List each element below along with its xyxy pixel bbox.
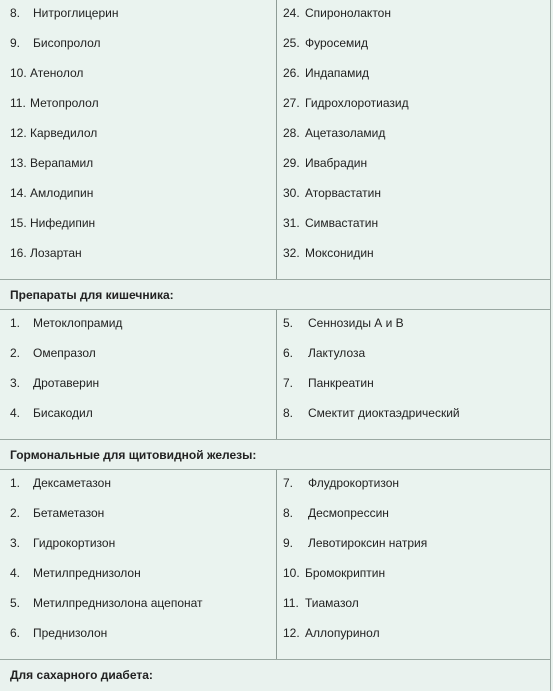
item-number: 8. — [10, 6, 21, 20]
item-number: 2. — [10, 346, 21, 360]
item-name: Спиронолактон — [305, 6, 391, 20]
item-number: 8. — [283, 406, 294, 420]
item-name: Нифедипин — [30, 216, 96, 230]
item-name: Лактулоза — [308, 346, 366, 360]
item-name: Бромокриптин — [305, 566, 386, 580]
item-number: 2. — [10, 506, 21, 520]
item-name: Нитроглицерин — [33, 6, 119, 20]
item-number: 32. — [283, 246, 300, 260]
item-number: 1. — [10, 476, 21, 490]
list-item — [277, 28, 550, 58]
item-name: Дротаверин — [33, 376, 100, 390]
item-number: 29. — [283, 156, 300, 170]
item-name: Дексаметазон — [33, 476, 111, 490]
list-item — [0, 618, 276, 648]
item-name: Гидрокортизон — [33, 536, 116, 550]
item-number: 6. — [283, 346, 294, 360]
item-number: 4. — [10, 566, 21, 580]
item-name: Атенолол — [30, 66, 84, 80]
item-number: 3. — [10, 376, 21, 390]
item-number: 6. — [10, 626, 21, 640]
item-name: Фуросемид — [305, 36, 368, 50]
item-name: Аторвастатин — [305, 186, 381, 200]
item-name: Сеннозиды А и В — [308, 316, 404, 330]
item-name: Аллопуринол — [305, 626, 380, 640]
item-name: Бисопролол — [33, 36, 101, 50]
list-item — [0, 0, 276, 28]
item-number: 12. — [283, 626, 300, 640]
item-number: 7. — [283, 476, 294, 490]
list-item — [0, 398, 276, 428]
item-number: 11. — [10, 96, 26, 110]
item-number: 13. — [10, 156, 27, 170]
item-name: Ивабрадин — [305, 156, 368, 170]
item-number: 9. — [10, 36, 21, 50]
section-title: Препараты для кишечника: — [0, 280, 551, 310]
item-number: 15. — [10, 216, 27, 230]
item-name: Бетаметазон — [33, 506, 105, 520]
item-name: Метоклопрамид — [33, 316, 123, 330]
list-item — [0, 148, 276, 178]
cardio-drugs-table — [0, 0, 551, 280]
item-name: Индапамид — [305, 66, 370, 80]
list-item — [277, 58, 550, 88]
item-number: 16. — [10, 246, 27, 260]
item-number: 14. — [10, 186, 27, 200]
item-number: 11. — [283, 596, 299, 610]
item-name: Десмопрессин — [308, 506, 389, 520]
item-number: 10. — [283, 566, 300, 580]
list-item — [277, 148, 550, 178]
item-name: Моксонидин — [305, 246, 374, 260]
item-name: Тиамазол — [305, 596, 359, 610]
item-name: Флудрокортизон — [308, 476, 400, 490]
list-item — [277, 308, 550, 338]
section-title: Гормональные для щитовидной железы: — [0, 440, 551, 470]
list-item — [0, 588, 276, 618]
item-name: Гидрохлоротиазид — [305, 96, 409, 110]
list-item — [0, 558, 276, 588]
item-name: Панкреатин — [308, 376, 374, 390]
item-number: 9. — [283, 536, 294, 550]
list-item — [277, 208, 550, 238]
item-name: Верапамил — [30, 156, 94, 170]
list-item — [0, 28, 276, 58]
list-item — [277, 588, 550, 618]
hormone-drugs-table — [0, 470, 551, 660]
item-number: 25. — [283, 36, 300, 50]
list-item — [277, 498, 550, 528]
list-item — [277, 398, 550, 428]
list-item — [277, 368, 550, 398]
list-item — [277, 618, 550, 648]
item-name: Метилпреднизолон — [33, 566, 141, 580]
item-name: Метопролол — [30, 96, 99, 110]
item-name: Бисакодил — [33, 406, 93, 420]
left-column — [0, 470, 277, 659]
list-item — [0, 368, 276, 398]
list-item — [277, 558, 550, 588]
item-number: 3. — [10, 536, 21, 550]
list-item — [277, 118, 550, 148]
item-name: Амлодипин — [30, 186, 94, 200]
list-item — [0, 88, 276, 118]
left-column — [0, 0, 277, 279]
item-name: Преднизолон — [33, 626, 108, 640]
list-item — [0, 178, 276, 208]
list-item — [0, 308, 276, 338]
item-number: 24. — [283, 6, 300, 20]
list-item — [277, 178, 550, 208]
item-number: 26. — [283, 66, 300, 80]
item-name: Карведилол — [30, 126, 98, 140]
list-item — [0, 208, 276, 238]
list-item — [0, 118, 276, 148]
item-number: 8. — [283, 506, 294, 520]
item-name: Смектит диоктаэдрический — [308, 406, 460, 420]
list-item — [277, 338, 550, 368]
list-item — [0, 338, 276, 368]
list-item — [0, 498, 276, 528]
right-column — [277, 310, 550, 439]
list-item — [277, 0, 550, 28]
list-item — [277, 238, 550, 268]
section-title: Для сахарного диабета: — [0, 660, 551, 691]
item-name: Симвастатин — [305, 216, 379, 230]
intestine-drugs-table — [0, 310, 551, 440]
item-number: 27. — [283, 96, 300, 110]
item-number: 10. — [10, 66, 27, 80]
item-number: 5. — [10, 596, 21, 610]
right-column — [277, 470, 550, 659]
left-column — [0, 310, 277, 439]
item-number: 12. — [10, 126, 27, 140]
item-number: 28. — [283, 126, 300, 140]
list-item — [0, 528, 276, 558]
item-name: Метилпреднизолона ацепонат — [33, 596, 203, 610]
list-item — [0, 58, 276, 88]
item-number: 7. — [283, 376, 294, 390]
list-item — [0, 238, 276, 268]
right-column — [277, 0, 550, 279]
item-number: 1. — [10, 316, 21, 330]
item-number: 5. — [283, 316, 294, 330]
item-name: Ацетазоламид — [305, 126, 386, 140]
item-name: Левотироксин натрия — [308, 536, 428, 550]
item-number: 4. — [10, 406, 21, 420]
item-number: 30. — [283, 186, 300, 200]
item-name: Омепразол — [33, 346, 96, 360]
list-item — [277, 468, 550, 498]
list-item — [277, 528, 550, 558]
list-item — [0, 468, 276, 498]
item-name: Лозартан — [30, 246, 82, 260]
item-number: 31. — [283, 216, 300, 230]
list-item — [277, 88, 550, 118]
